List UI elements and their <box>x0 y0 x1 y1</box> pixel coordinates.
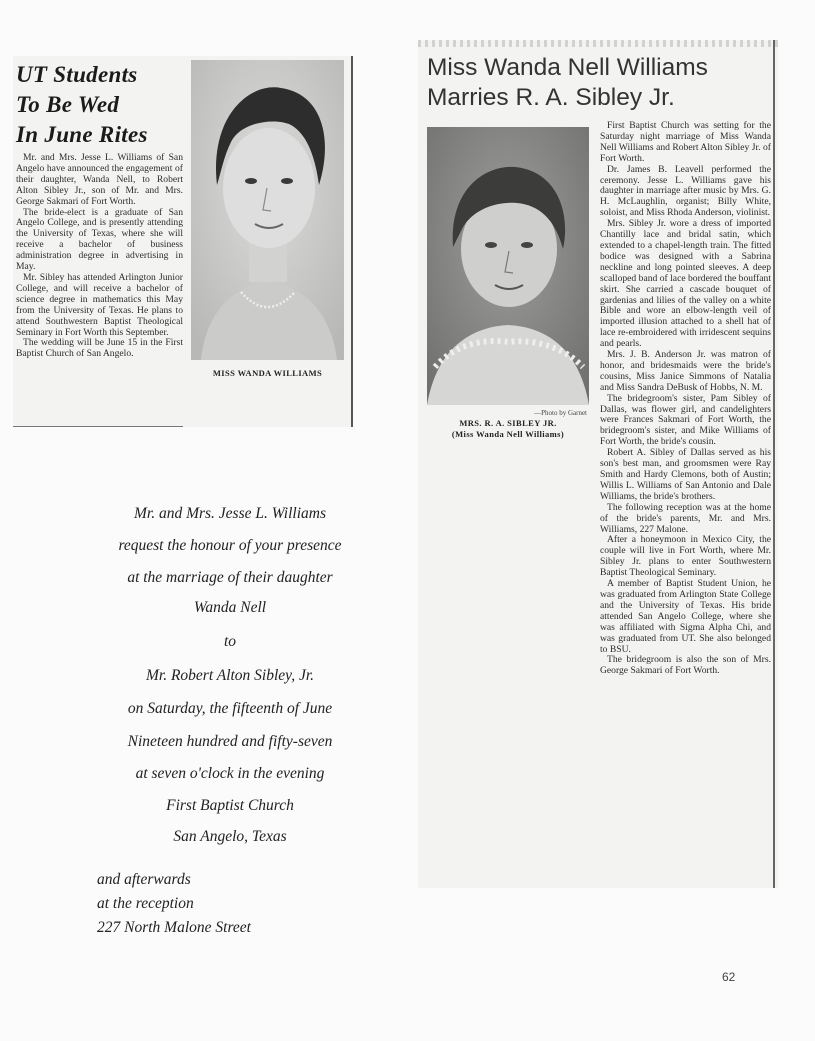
headline-line: In June Rites <box>16 122 148 147</box>
article-paragraph: The wedding will be June 15 in the First Baptist Church of San Angelo. <box>16 337 183 360</box>
bride-portrait-photo <box>191 60 344 360</box>
bride-wedding-photo <box>427 127 589 405</box>
article-paragraph: The bride-elect is a graduate of San Angelo College, and is presently attending the University of Texas, where she will receive a bachelor of business administration degree in advertising in May. <box>16 206 183 273</box>
article-paragraph: A member of Baptist Student Union, he was graduated from Arlington State College and the University of Texas. His bride attended San Angelo College, where she was affiliated with Sigma Alpha Chi, and was graduated from UT. She also belonged to BSU. <box>600 578 771 655</box>
clipping-torn-edge <box>418 40 778 47</box>
reception-line: and afterwards <box>97 871 191 888</box>
clipping-border <box>351 56 353 427</box>
photo-caption: MISS WANDA WILLIAMS <box>212 368 323 378</box>
invitation-line: Nineteen hundred and fifty-seven <box>127 733 333 750</box>
wedding-article-body <box>600 121 771 677</box>
engagement-article-body <box>16 153 183 360</box>
caption-line: (Miss Wanda Nell Williams) <box>451 429 565 439</box>
reception-line: 227 North Malone Street <box>97 919 251 936</box>
engagement-headline <box>16 60 184 150</box>
page-number: 62 <box>722 970 736 984</box>
invitation-line: at the marriage of their daughter <box>127 569 333 586</box>
article-paragraph: The bridegroom is also the son of Mrs. George Sakmari of Fort Worth. <box>600 654 771 677</box>
invitation-line: at seven o'clock in the evening <box>135 765 325 782</box>
article-paragraph: Mr. Sibley has attended Arlington Junior College, and will receive a bachelor of science degree in mathematics this May from the University of Texas. He plans to attend Southwestern Baptist Theological Seminary in Fort Worth this September. <box>16 271 183 338</box>
article-paragraph: First Baptist Church was setting for the Saturday night marriage of Miss Wanda Nell Williams and Robert Alton Sibley Jr. of Fort Worth. <box>600 120 771 164</box>
invitation-line: Mr. Robert Alton Sibley, Jr. <box>145 667 315 684</box>
engagement-clipping <box>13 56 353 427</box>
article-paragraph: Mr. and Mrs. Jesse L. Williams of San Angelo have announced the engagement of their daughter, Wanda Nell, to Robert Alton Sibley Jr., son of Mr. and Mrs. George Sakmari of Fort Worth. <box>16 152 183 207</box>
invitation-line: Mr. and Mrs. Jesse L. Williams <box>133 505 327 522</box>
invitation-line: First Baptist Church <box>166 797 294 814</box>
article-paragraph: Robert A. Sibley of Dallas served as his son's best man, and groomsmen were Ray Smith and Hardy Clemons, both of Austin; Willis L. Williams of San Antonio and Dale Williams, the bride's brothers. <box>600 447 771 502</box>
article-paragraph: The bridegroom's sister, Pam Sibley of Dallas, was flower girl, and candelighters were Frances Sakmari of Fort Worth, the bridegroom's sister, and Mike Williams of Fort Worth, the bride's cousin. <box>600 392 771 448</box>
article-paragraph: After a honeymoon in Mexico City, the couple will live in Fort Worth, where Mr. Sibley Jr. plans to enter Southwestern Baptist Theological Seminary. <box>600 534 771 579</box>
article-paragraph: Mrs. Sibley Jr. wore a dress of imported Chantilly lace and bridal satin, which extended to a chapel-length train. The fitted bodice was designed with a Sabrina neckline and long pointed sleeves. A deep scalloped band of lace bordered the bouffant skirt. She carried a cascade bouquet of gardenias and lilies of the valley on a white Bible and wore an elbow-length veil of imported illusion attached to a shell hat of lace re-embroidered with irridescent sequins and pearls. <box>600 218 771 350</box>
photo-caption <box>427 418 589 440</box>
article-paragraph: The following reception was at the home of the bride's parents, Mr. and Mrs. Williams, 227 Malone. <box>600 501 771 535</box>
wedding-clipping <box>418 40 778 888</box>
wedding-headline <box>427 53 772 113</box>
invitation-line: request the honour of your presence <box>118 537 342 554</box>
clipping-border <box>773 40 775 888</box>
invitation-line: San Angelo, Texas <box>173 828 287 845</box>
invitation-line: to <box>223 633 237 650</box>
invitation-line: Wanda Nell <box>193 599 267 616</box>
caption-line: MRS. R. A. SIBLEY JR. <box>459 418 557 428</box>
headline-line: Marries R. A. Sibley Jr. <box>427 84 675 111</box>
invitation-line: on Saturday, the fifteenth of June <box>127 700 333 717</box>
headline-line: To Be Wed <box>16 92 120 117</box>
headline-line: Miss Wanda Nell Williams <box>427 54 708 81</box>
clipping-border <box>13 426 183 427</box>
headline-line: UT Students <box>16 62 138 87</box>
reception-line: at the reception <box>97 895 194 912</box>
article-paragraph: Dr. James B. Leavell performed the ceremony. Jesse L. Williams gave his daughter in marriage after music by Mrs. G. H. McLaughlin, organist; Billy White, soloist, and Miss Rhoda Anderson, violinist. <box>600 163 771 219</box>
article-paragraph: Mrs. J. B. Anderson Jr. was matron of honor, and bridesmaids were the bride's cousins, Miss Janice Simmons of Natalia and Miss Sandra DeBusk of Hobbs, N. M. <box>600 349 771 393</box>
photo-credit: —Photo by Garnet <box>534 409 587 417</box>
